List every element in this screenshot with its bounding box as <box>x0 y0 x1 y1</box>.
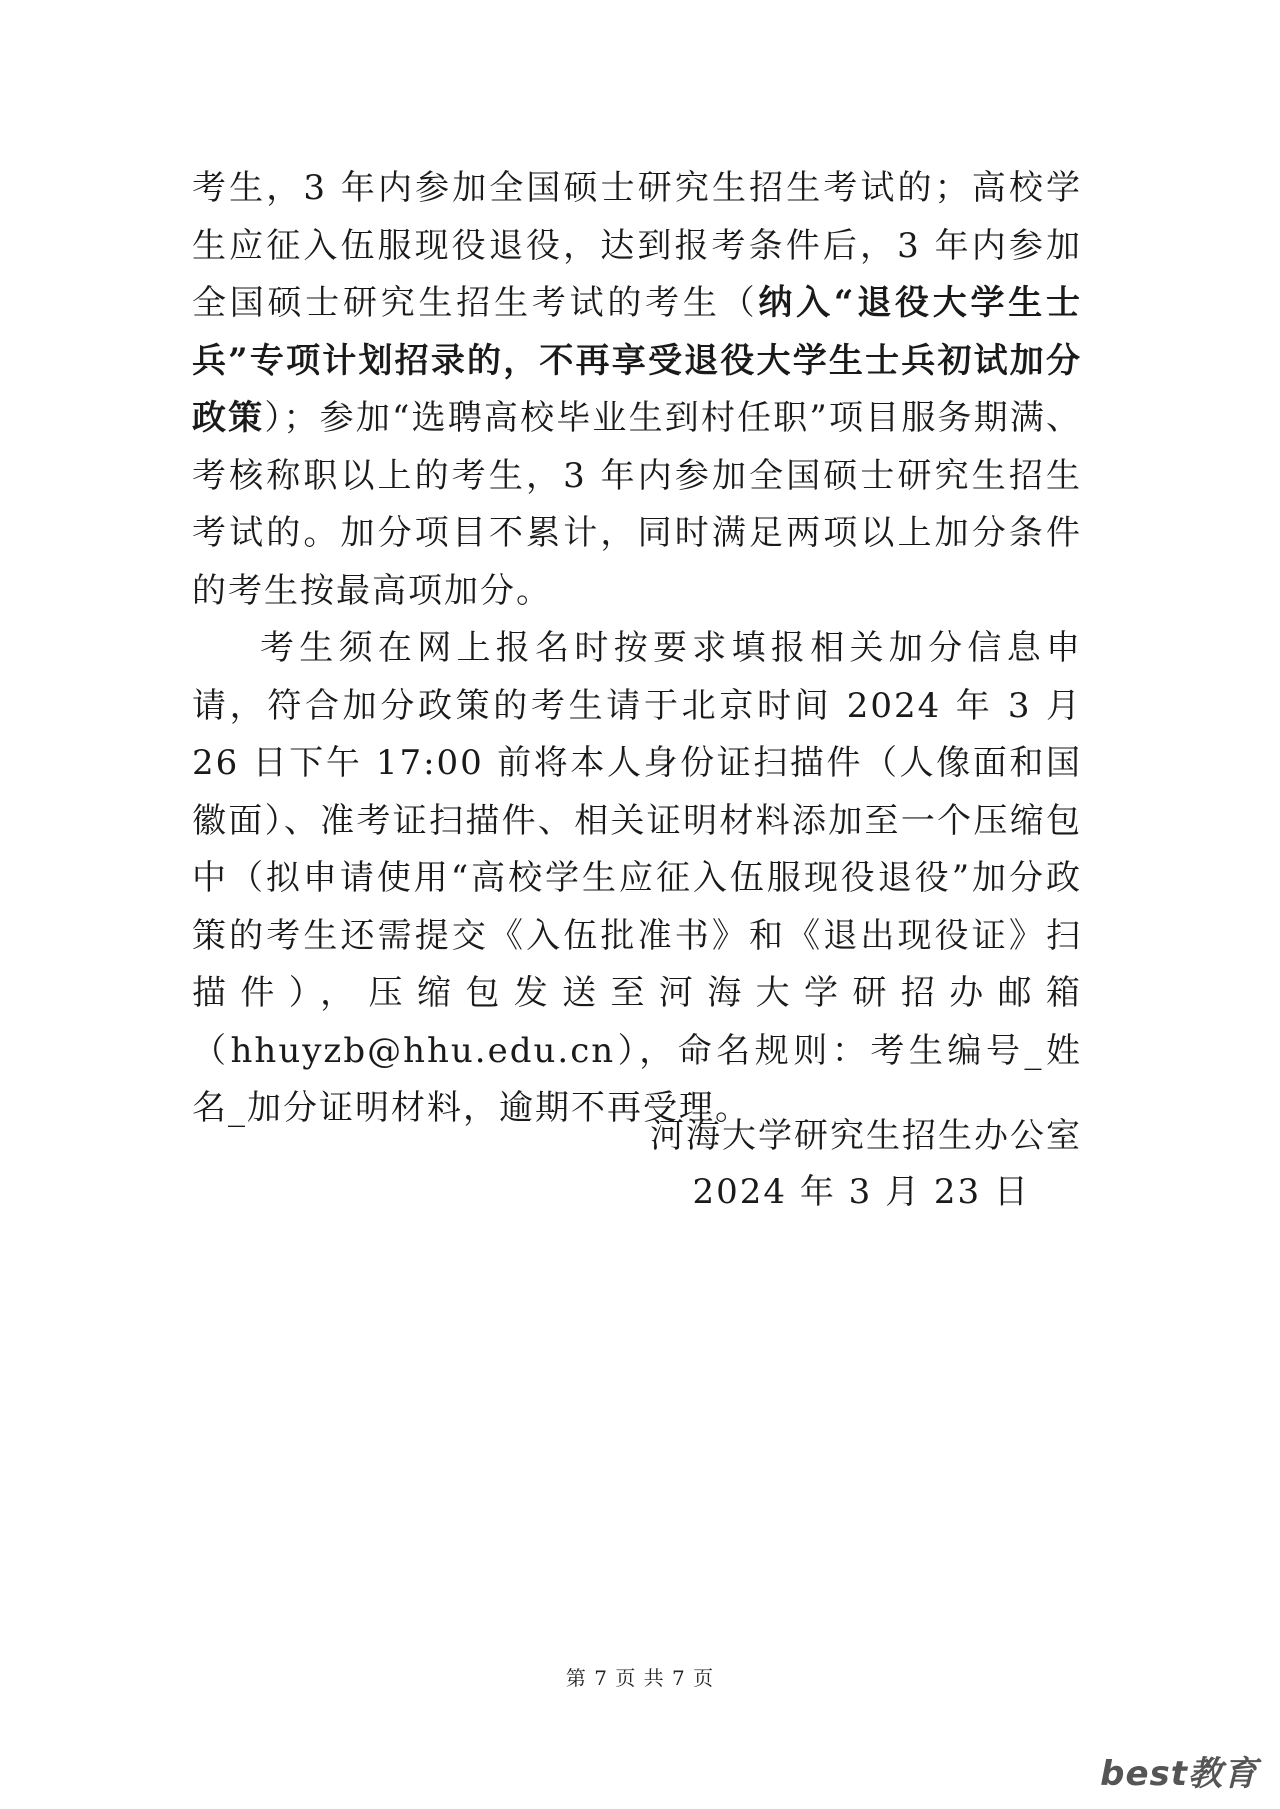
paragraph-2: 考生须在网上报名时按要求填报相关加分信息申请，符合加分政策的考生请于北京时间 2024 年 3 月 26 日下午 17:00 前将本人身份证扫描件（人像面和国徽面）、准考证扫描件、相关证明材料添加至一个压缩包中（拟申请使用“高校学生应征入伍服现役退役”加分政策的考生还需提交《入伍批准书》和《退出现役证》扫描件），压缩包发送至河海大学研招办邮箱（hhuyzb@hhu.edu.cn），命名规则：考生编号_姓名_加分证明材料，逾期不再受理。 <box>192 628 1082 1128</box>
signature-date: 2024 年 3 月 23 日 <box>692 1172 1030 1212</box>
page-number: 第 7 页 共 7 页 <box>565 1666 715 1690</box>
paragraph-1-text-b: ）；参加“选聘高校毕业生到村任职”项目服务期满、考核称职以上的考生，3 年内参加全国硕士研究生招生考试的。加分项目不累计，同时满足两项以上加分条件的考生按最高项加分。 <box>192 398 1083 611</box>
signature-organization: 河海大学研究生招生办公室 <box>650 1116 1082 1156</box>
signature-block <box>650 1108 1082 1220</box>
paragraph-1 <box>192 160 1082 620</box>
paragraph-1-bold-text: 纳入“退役大学生士兵”专项计划招录的，不再享受退役大学生士兵初试加分政策 <box>192 283 1082 438</box>
watermark-logo: best教育 <box>1100 1754 1258 1794</box>
paragraph-1-text-a: 考生，3 年内参加全国硕士研究生招生考试的；高校学生应征入伍服现役退役，达到报考条件后，3 年内参加全国硕士研究生招生考试的考生（ <box>192 168 1082 323</box>
document-body <box>192 160 1082 1138</box>
